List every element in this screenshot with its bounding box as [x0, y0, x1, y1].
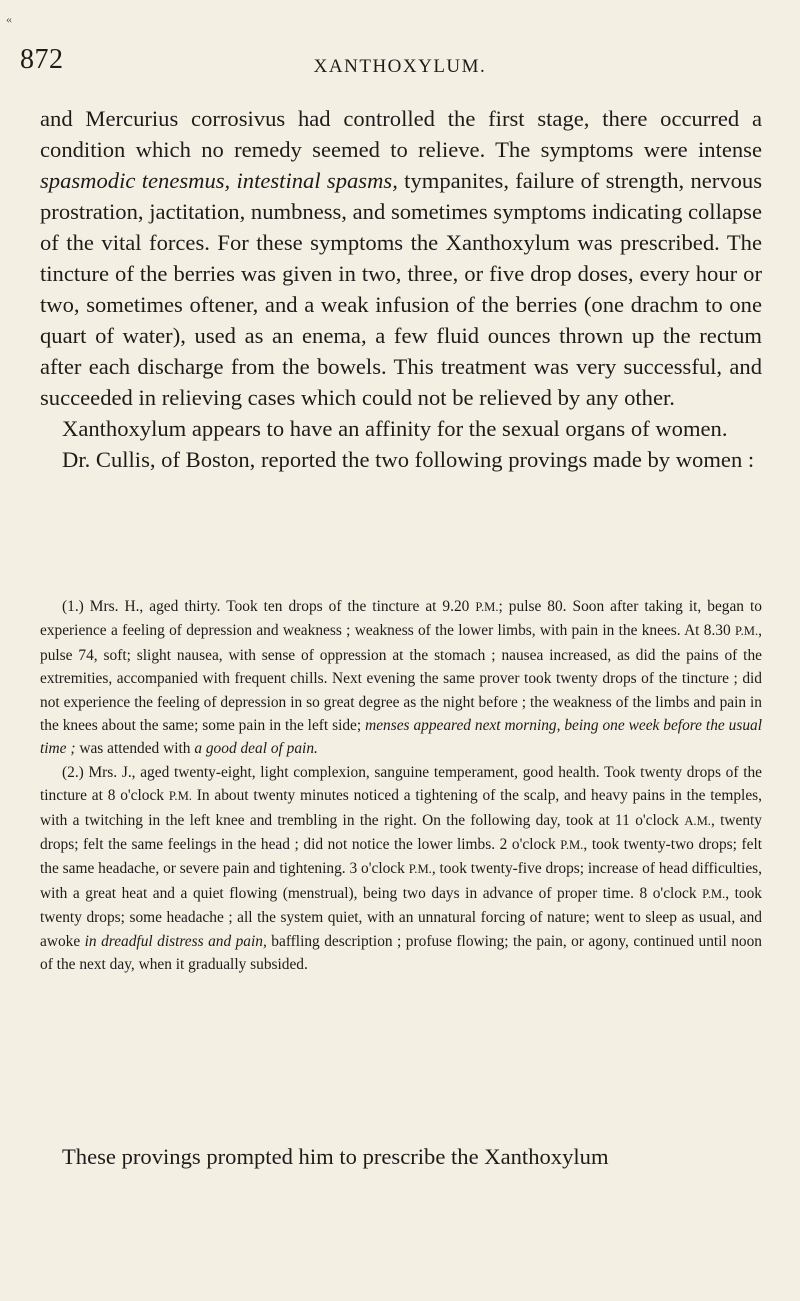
text-run: , took twenty-five drops; increase of head difficulties, with a great heat and a quiet flowing (menstrual), being two days in advance of proper time. 8 o'clock	[40, 860, 762, 902]
italic-run: a good deal of pain.	[194, 740, 318, 758]
text-run: and Mercurius corrosivus had controlled the first stage, there occurred a condition which no remedy seemed to relieve. The symptoms were intense	[40, 106, 762, 162]
text-run: (1.) Mrs. H., aged thirty. Took ten drops of the tincture at 9.20	[62, 598, 476, 615]
margin-mark: «	[6, 12, 12, 26]
text-run: baffling description ; profuse flowing; the pain, or agony, continued until noon of the next day, when it gradually subsided.	[40, 932, 762, 974]
page-number: 872	[20, 44, 64, 75]
closing-paragraph: These provings prompted him to prescribe the Xanthoxylum	[62, 1144, 609, 1169]
text-run: , took twenty drops; some headache ; all the system quiet, with an unnatural forcing of nature; went to sleep as usual, and awoke	[40, 884, 762, 950]
provings-block	[40, 595, 762, 977]
time-abbrev: P.M.	[168, 789, 192, 804]
closing-text	[40, 1141, 762, 1172]
text-run: , pulse 74, soft; slight nausea, with sense of oppression at the stomach ; nausea increased, as did the pains of the extremities, accompanied with frequent chills. Next evening the same prover took twenty drops of the tincture ; did not experience the feeling of depression in so great degree as the night before ; the weakness of the limbs and pain in the knees about the same; some pain in the left side;	[40, 622, 762, 735]
text-run: , took twenty-two drops; felt the same headache, or severe pain and tightening. 3 o'clock	[40, 836, 762, 878]
text-run: ; pulse 80. Soon after taking it, began to experience a feeling of depression and weakness ; weakness of the lower limbs, with pain in the knees. At 8.30	[40, 598, 762, 640]
paragraph-affinity	[40, 413, 762, 444]
time-abbrev: P.M.	[735, 624, 759, 639]
main-text	[40, 103, 762, 475]
text-run: was attended with	[75, 740, 195, 758]
time-abbrev: P.M.	[560, 838, 584, 853]
text-run: In about twenty minutes noticed a tightening of the scalp, and heavy pains in the temples, with a twitching in the left knee and trembling in the right. On the following day, took at 11 o'clock	[40, 787, 762, 829]
text-run: tympanites, failure of strength, nervous prostration, jactitation, numbness, and sometimes symptoms indicating collapse of the vital forces. For these symptoms the Xanthoxylum was prescribed. The tincture of the berries was given in two, three, or five drop doses, every hour or two, sometimes oftener, and a weak infusion of the berries (one drachm to one quart of water), used as an enema, a few fluid ounces thrown up the rectum after each discharge from the bowels. This treatment was very successful, and succeeded in relieving cases which could not be relieved by any other.	[40, 168, 762, 410]
text-run: Xanthoxylum appears to have an affinity for the sexual organs of women.	[62, 416, 728, 441]
proving-case-1	[40, 595, 762, 761]
italic-run: in dreadful distress and pain,	[84, 932, 267, 950]
italic-run: menses appeared next morning, being one week before the usual time ;	[40, 717, 762, 758]
time-abbrev: A.M.	[684, 813, 711, 828]
time-abbrev: P.M.	[408, 862, 432, 877]
time-abbrev: P.M.	[702, 886, 726, 901]
text-run: , twenty drops; felt the same feelings in the head ; did not notice the lower limbs. 2 o'clock	[40, 811, 762, 854]
time-abbrev: P.M.	[475, 600, 499, 614]
running-head: XANTHOXYLUM.	[313, 56, 487, 77]
italic-run: spasmodic tenesmus, intestinal spasms,	[40, 168, 398, 193]
proving-case-2	[40, 761, 762, 977]
text-run: (2.) Mrs. J., aged twenty-eight, light complexion, sanguine temperament, good health. Took twenty drops of the tincture at 8 o'clock	[40, 763, 762, 805]
text-run: Dr. Cullis, of Boston, reported the two following provings made by women :	[62, 447, 755, 472]
paragraph-cullis	[40, 444, 762, 475]
paragraph-treatment	[40, 103, 762, 413]
